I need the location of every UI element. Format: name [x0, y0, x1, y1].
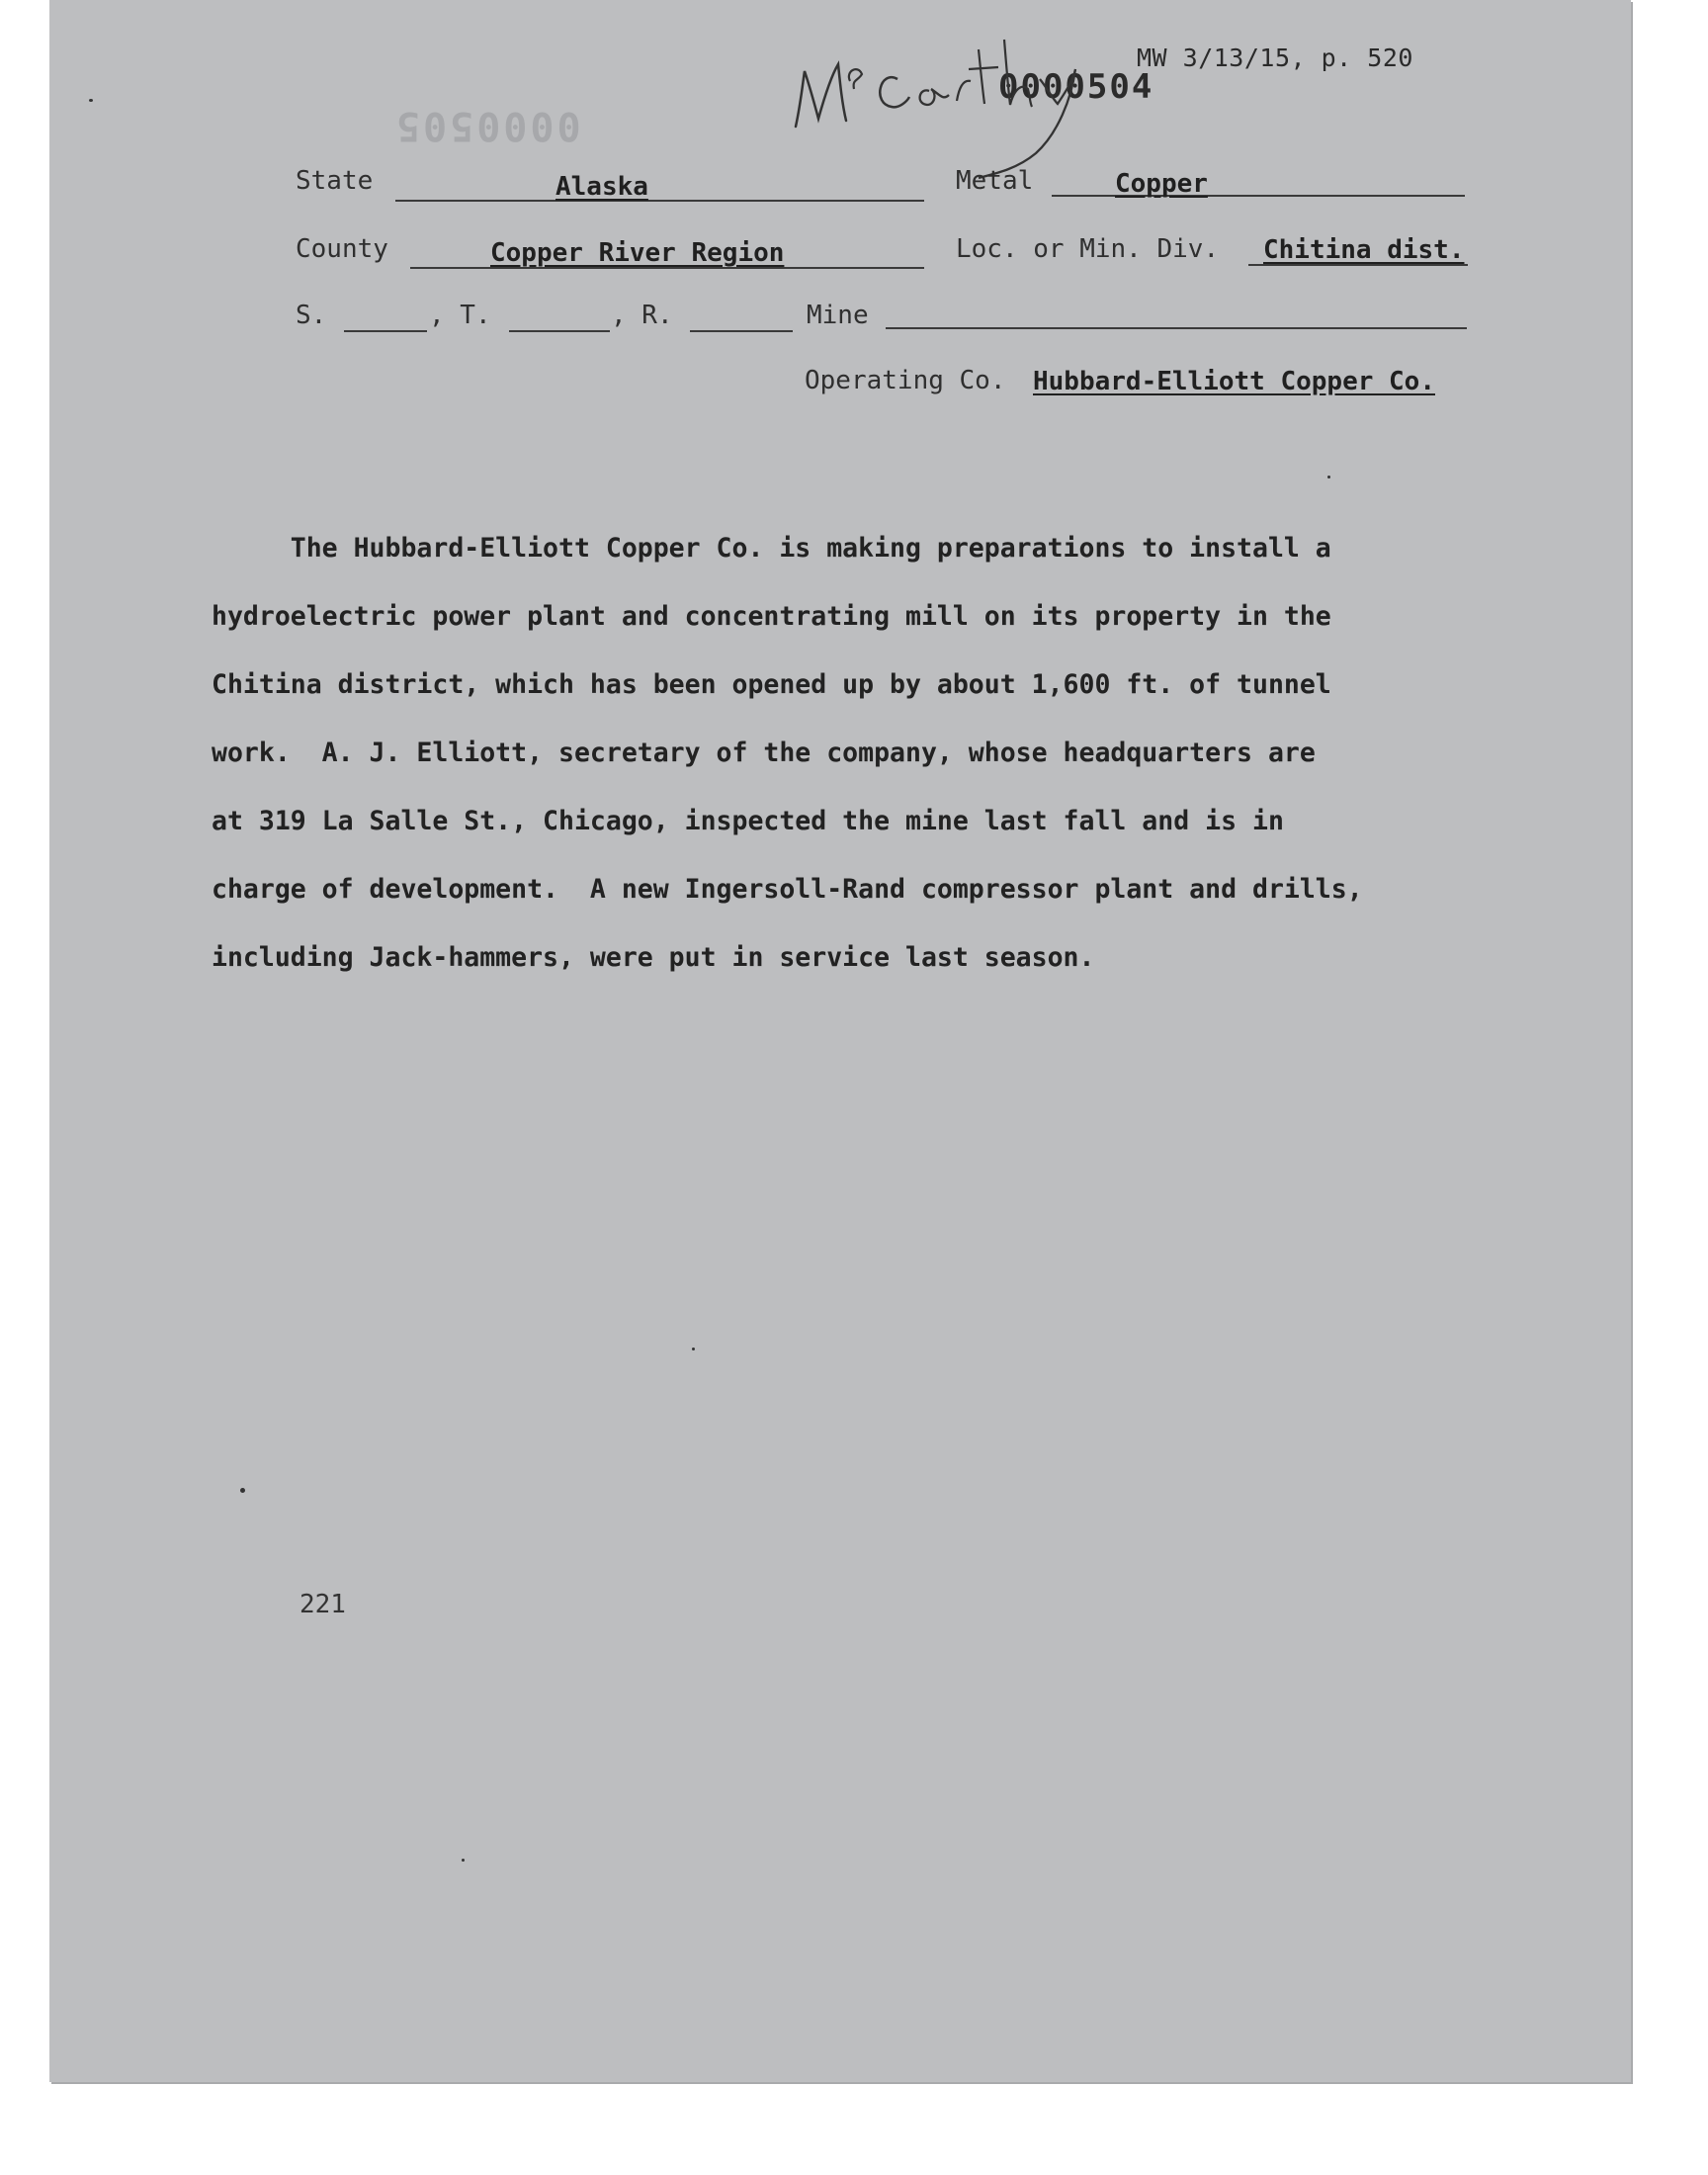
loc-value: Chitina dist. [1263, 235, 1465, 265]
body-line-3: Chitina district, which has been opened up by about 1,600 ft. of tunnel [212, 668, 1331, 700]
signature-handwriting [781, 10, 1107, 188]
body-paragraph [212, 497, 1437, 1009]
scan-speck [89, 99, 93, 102]
operating-label: Operating Co. [805, 366, 1006, 395]
mine-label: Mine [807, 301, 869, 330]
loc-label: Loc. or Min. Div. [956, 234, 1220, 264]
section-label: S. [296, 301, 327, 330]
body-line-4: work. A. J. Elliott, secretary of the company, whose headquarters are [212, 737, 1316, 768]
section-line [344, 330, 427, 332]
state-value: Alaska [555, 172, 648, 202]
metal-label: Metal [956, 166, 1034, 196]
body-line-2: hydroelectric power plant and concentrating mill on its property in the [212, 600, 1331, 632]
range-label: , R. [611, 301, 673, 330]
ghost-stamp-number: 0000505 [393, 103, 581, 148]
scan-speck [462, 1859, 465, 1862]
state-label: State [296, 166, 374, 196]
metal-value: Copper [1115, 169, 1208, 199]
operating-value: Hubbard-Elliott Copper Co. [1033, 367, 1435, 396]
scan-speck [240, 1488, 245, 1493]
scan-speck [692, 1348, 695, 1350]
scan-speck [1327, 476, 1330, 478]
township-label: , T. [429, 301, 491, 330]
body-line-5: at 319 La Salle St., Chicago, inspected the mine last fall and is in [212, 805, 1284, 836]
mine-line [886, 327, 1467, 329]
body-line-1: The Hubbard-Elliott Copper Co. is making preparations to install a [212, 532, 1331, 564]
stamp-number: 0000504 [998, 67, 1154, 107]
county-value: Copper River Region [490, 238, 785, 268]
range-line [690, 330, 793, 332]
township-line [509, 330, 610, 332]
body-line-7: including Jack-hammers, were put in service last season. [212, 941, 1095, 973]
reference-citation: MW 3/13/15, p. 520 [1137, 44, 1413, 72]
page-number: 221 [299, 1590, 346, 1619]
body-line-6: charge of development. A new Ingersoll-Rand compressor plant and drills, [212, 873, 1363, 905]
metal-line [1052, 195, 1465, 197]
county-label: County [296, 234, 388, 264]
state-line [395, 200, 924, 202]
